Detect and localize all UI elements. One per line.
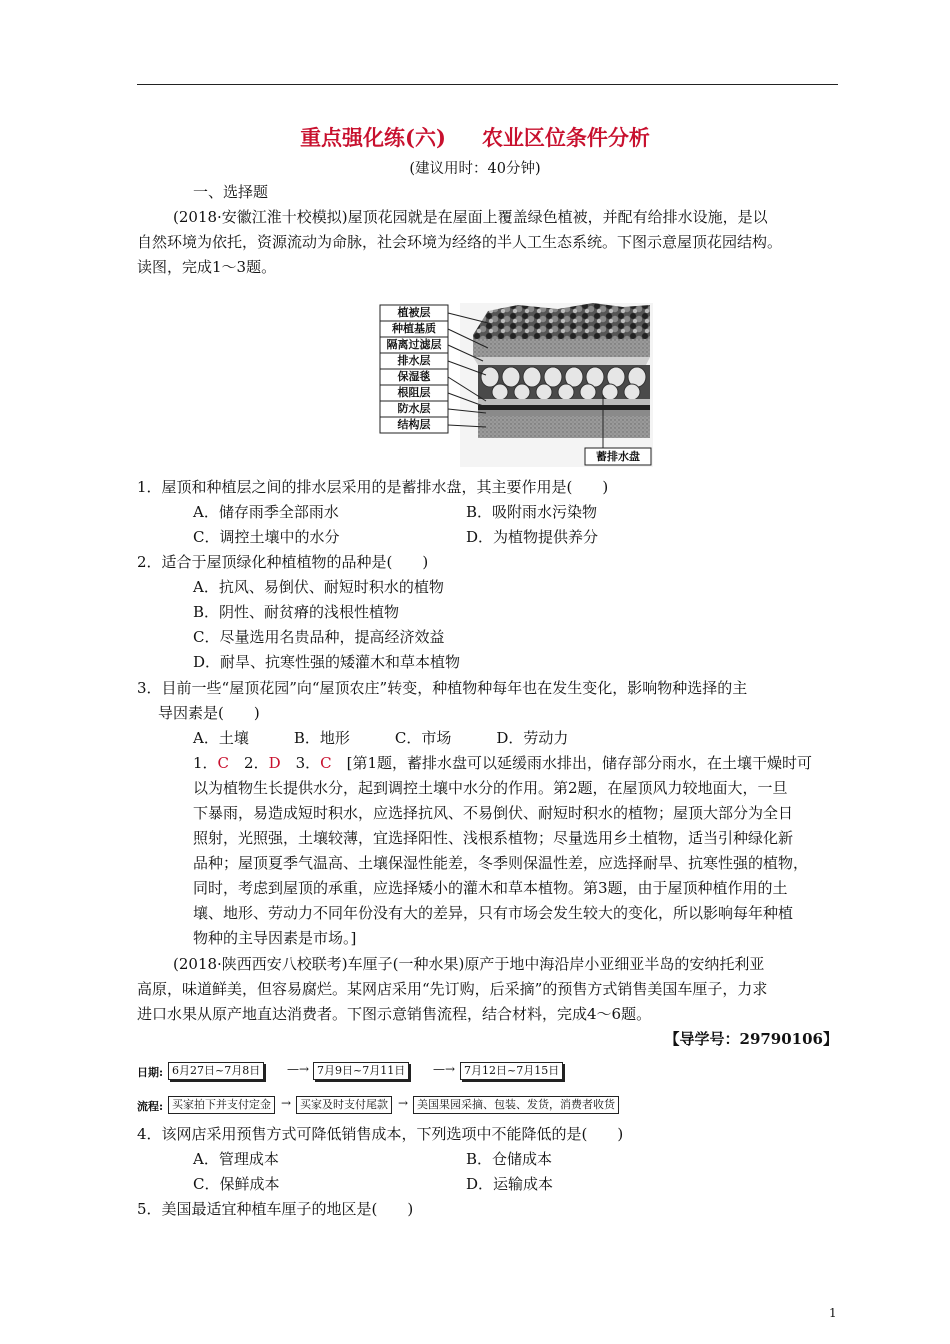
arrow-right-icon: —→: [433, 1062, 456, 1076]
title-part-a: 重点强化练(六): [300, 125, 446, 150]
callout-drainage-tray: 蓄排水盘: [596, 450, 640, 463]
layer-label-waterproof: 防水层: [397, 402, 431, 415]
q5-stem: 5．美国最适宜种植车厘子的地区是( ): [137, 1200, 414, 1218]
page-number: 1: [829, 1306, 837, 1320]
answer-key-2: D: [268, 754, 281, 772]
q3-options: A．土壤 B．地形 C．市场 D．劳动力: [193, 729, 569, 747]
answer-line8: 物种的主导因素是市场。]: [193, 929, 357, 947]
answer-line6: 同时，考虑到屋顶的承重，应选择矮小的灌木和草本植物。第3题，由于屋顶种植作用的土: [193, 879, 788, 897]
q2-stem: 2．适合于屋顶绿化种植植物的品种是( ): [137, 553, 429, 571]
roof-garden-figure: [378, 303, 653, 467]
flow-step-1: 买家拍下并支付定金: [168, 1096, 275, 1114]
header-rule: [137, 84, 838, 85]
q1-option-a: A．储存雨季全部雨水: [193, 503, 339, 521]
answer-explanation-start: [第1题，蓄排水盘可以延缓雨水排出，储存部分雨水，在土壤干燥时可: [331, 754, 813, 772]
layer-label-root-barrier: 根阻层: [397, 386, 431, 399]
flow-process-label: 流程:: [137, 1100, 164, 1113]
arrow-right-icon: →: [398, 1096, 409, 1110]
flow-date-2: 7月9日~7月11日: [313, 1062, 409, 1080]
q4-option-c: C．保鲜成本: [193, 1175, 280, 1193]
answer-line7: 壤、地形、劳动力不同年份没有大的差异，只有市场会发生较大的变化，所以影响每年种植: [193, 904, 794, 922]
answer-num-3: 3．: [280, 754, 321, 772]
page-title: [0, 122, 950, 152]
q1-option-b: B．吸附雨水污染物: [466, 503, 598, 521]
answer-key-1: C: [217, 754, 230, 772]
q1-option-d: D．为植物提供养分: [466, 528, 599, 546]
layer-label-structure: 结构层: [397, 418, 431, 431]
flow-date-label: 日期:: [137, 1066, 164, 1079]
passage2-line2: 高原，味道鲜美，但容易腐烂。某网店采用“先订购，后采摘”的预售方式销售美国车厘子，力求: [137, 980, 768, 998]
q2-option-b: B．阴性、耐贫瘠的浅根性植物: [193, 603, 400, 621]
answer-line2: 以为植物生长提供水分，起到调控土壤中水分的作用。第2题，在屋顶风力较地面大，一旦: [193, 779, 788, 797]
section-heading: 一、选择题: [193, 183, 269, 201]
flow-step-3: 美国果园采摘、包装、发货，消费者收货: [413, 1096, 619, 1114]
answer-num-1: 1．: [193, 754, 218, 772]
layer-label-filter: 隔离过滤层: [386, 338, 442, 351]
q2-option-a: A．抗风、易倒伏、耐短时积水的植物: [193, 578, 444, 596]
q2-option-c: C．尽量选用名贵品种，提高经济效益: [193, 628, 445, 646]
passage2-line3: 进口水果从原产地直达消费者。下图示意销售流程，结合材料，完成4～6题。: [137, 1005, 652, 1023]
q4-option-a: A．管理成本: [193, 1150, 279, 1168]
q4-stem: 4．该网店采用预售方式可降低销售成本，下列选项中不能降低的是( ): [137, 1125, 624, 1143]
layer-label-vegetation: 植被层: [397, 306, 431, 319]
passage2-line1: (2018·陕西西安八校联考)车厘子(一种水果)原产于地中海沿岸小亚细亚半岛的安纳托利亚: [173, 955, 765, 973]
answer-line1: [193, 751, 812, 776]
layer-label-moisture-mat: 保湿毯: [397, 370, 431, 383]
arrow-right-icon: →: [281, 1096, 292, 1110]
flow-date-3: 7月12日~7月15日: [460, 1062, 563, 1080]
passage1-line1: (2018·安徽江淮十校模拟)屋顶花园就是在屋面上覆盖绿色植被，并配有给排水设施，是以: [173, 208, 768, 226]
q1-option-c: C．调控土壤中的水分: [193, 528, 340, 546]
answer-line3: 下暴雨，易造成短时积水，应选择抗风、不易倒伏、耐短时积水的植物；屋顶大部分为全日: [193, 804, 794, 822]
flow-date-1: 6月27日~7月8日: [168, 1062, 264, 1080]
answer-num-2: 2．: [229, 754, 269, 772]
guide-number: 【导学号：29790106】: [664, 1030, 838, 1048]
q4-option-b: B．仓储成本: [466, 1150, 553, 1168]
passage1-line2: 自然环境为依托，资源流动为命脉，社会环境为经络的半人工生态系统。下图示意屋顶花园结构。: [137, 233, 783, 251]
q3-stem-line2: 导因素是( ): [158, 704, 260, 722]
suggested-time: (建议用时：40分钟): [409, 161, 541, 177]
q1-stem: 1．屋顶和种植层之间的排水层采用的是蓄排水盘，其主要作用是( ): [137, 478, 609, 496]
arrow-right-icon: —→: [287, 1062, 310, 1076]
q2-option-d: D．耐旱、抗寒性强的矮灌木和草本植物: [193, 653, 461, 671]
layer-label-drainage: 排水层: [397, 354, 431, 367]
title-part-b: 农业区位条件分析: [481, 125, 650, 150]
flow-step-2: 买家及时支付尾款: [296, 1096, 392, 1114]
passage1-line3: 读图，完成1～3题。: [137, 258, 277, 276]
q3-stem-line1: 3．目前一些“屋顶花园”向“屋顶农庄”转变，种植物种每年也在发生变化，影响物种选择的主: [137, 679, 748, 697]
answer-line5: 品种；屋顶夏季气温高、土壤保湿性能差，冬季则保温性差，应选择耐旱、抗寒性强的植物，: [193, 854, 809, 872]
answer-key-3: C: [320, 754, 332, 772]
answer-line4: 照射，光照强，土壤较薄，宜选择阳性、浅根系植物；尽量选用乡土植物，适当引种绿化新: [193, 829, 794, 847]
layer-label-planting-medium: 种植基质: [392, 322, 436, 335]
q4-option-d: D．运输成本: [466, 1175, 554, 1193]
